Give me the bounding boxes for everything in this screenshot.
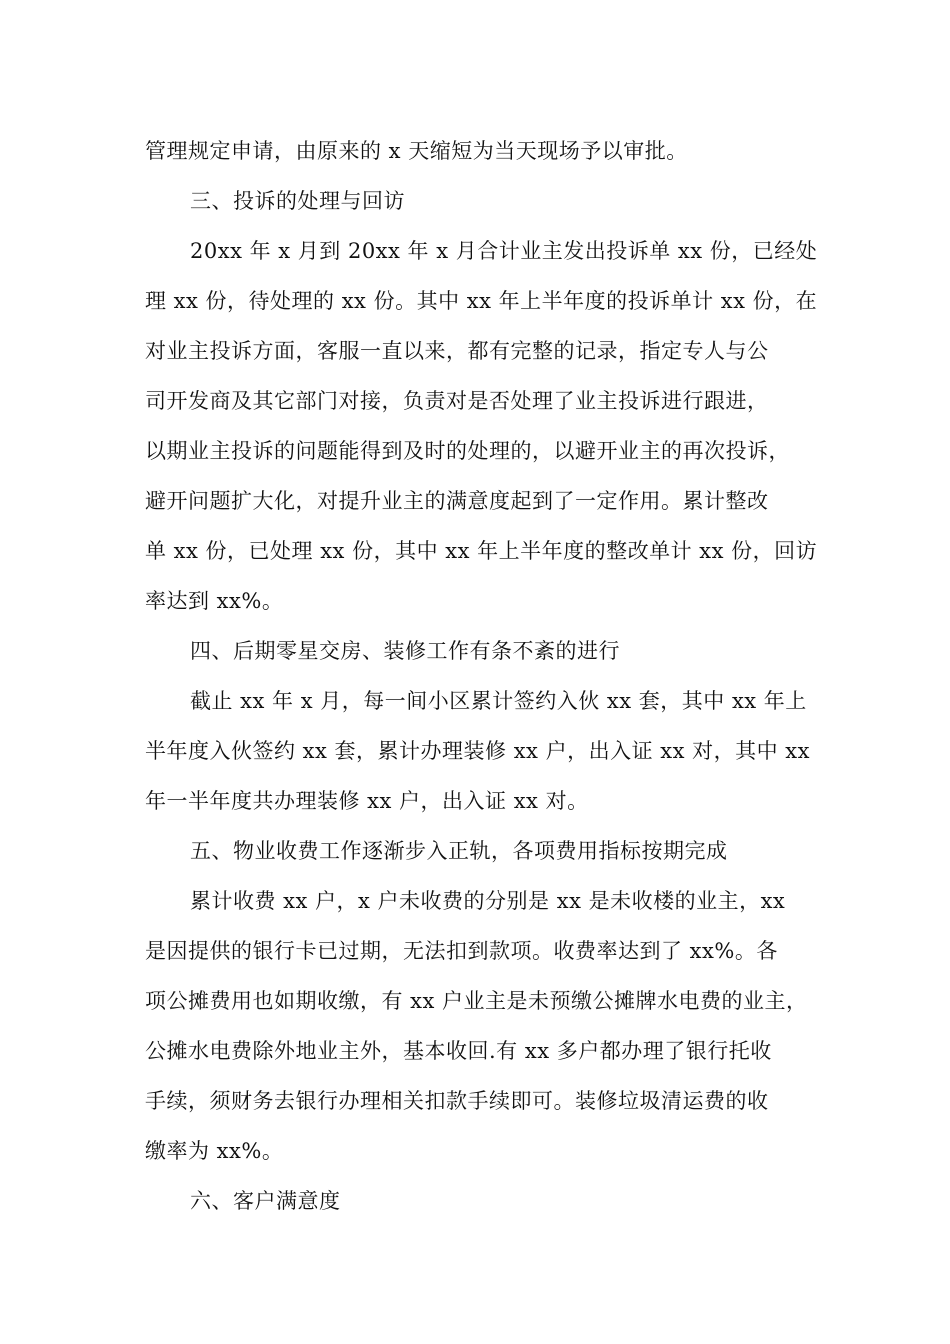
body-text-line: 管理规定申请，由原来的 x 天缩短为当天现场予以审批。: [145, 139, 688, 163]
section-heading-3: 三、投诉的处理与回访: [190, 189, 405, 213]
body-text-line: 项公摊费用也如期收缴，有 xx 户业主是未预缴公摊牌水电费的业主，: [145, 989, 808, 1013]
body-text-line: 理 xx 份，待处理的 xx 份。其中 xx 年上半年度的投诉单计 xx 份，在: [145, 289, 818, 313]
body-text-line: 司开发商及其它部门对接，负责对是否处理了业主投诉进行跟进，: [145, 389, 769, 413]
section-heading-6: 六、客户满意度: [190, 1189, 341, 1213]
section-heading-4: 四、后期零星交房、装修工作有条不紊的进行: [190, 639, 620, 663]
body-text-line: 以期业主投诉的问题能得到及时的处理的，以避开业主的再次投诉，: [145, 439, 790, 463]
body-text-line: 对业主投诉方面，客服一直以来，都有完整的记录，指定专人与公: [145, 339, 769, 363]
body-text-line: 率达到 xx%。: [145, 589, 284, 613]
body-text-line: 避开问题扩大化，对提升业主的满意度起到了一定作用。累计整改: [145, 489, 769, 513]
body-text-line: 是因提供的银行卡已过期，无法扣到款项。收费率达到了 xx%。各: [145, 939, 778, 963]
body-text-line: 手续，须财务去银行办理相关扣款手续即可。装修垃圾清运费的收: [145, 1089, 769, 1113]
body-text-line: 单 xx 份，已处理 xx 份，其中 xx 年上半年度的整改单计 xx 份，回访: [145, 539, 818, 563]
body-text-line: 公摊水电费除外地业主外，基本收回.有 xx 多户都办理了银行托收: [145, 1039, 772, 1063]
body-text-line: 缴率为 xx%。: [145, 1139, 284, 1163]
body-text-line: 截止 xx 年 x 月，每一间小区累计签约入伙 xx 套，其中 xx 年上: [190, 689, 807, 713]
body-text-line: 20xx 年 x 月到 20xx 年 x 月合计业主发出投诉单 xx 份，已经处: [190, 239, 818, 263]
section-heading-5: 五、物业收费工作逐渐步入正轨，各项费用指标按期完成: [190, 839, 728, 863]
body-text-line: 半年度入伙签约 xx 套，累计办理装修 xx 户，出入证 xx 对，其中 xx: [145, 739, 810, 763]
body-text-line: 累计收费 xx 户，x 户未收费的分别是 xx 是未收楼的业主，xx: [190, 889, 786, 913]
body-text-line: 年一半年度共办理装修 xx 户，出入证 xx 对。: [145, 789, 589, 813]
